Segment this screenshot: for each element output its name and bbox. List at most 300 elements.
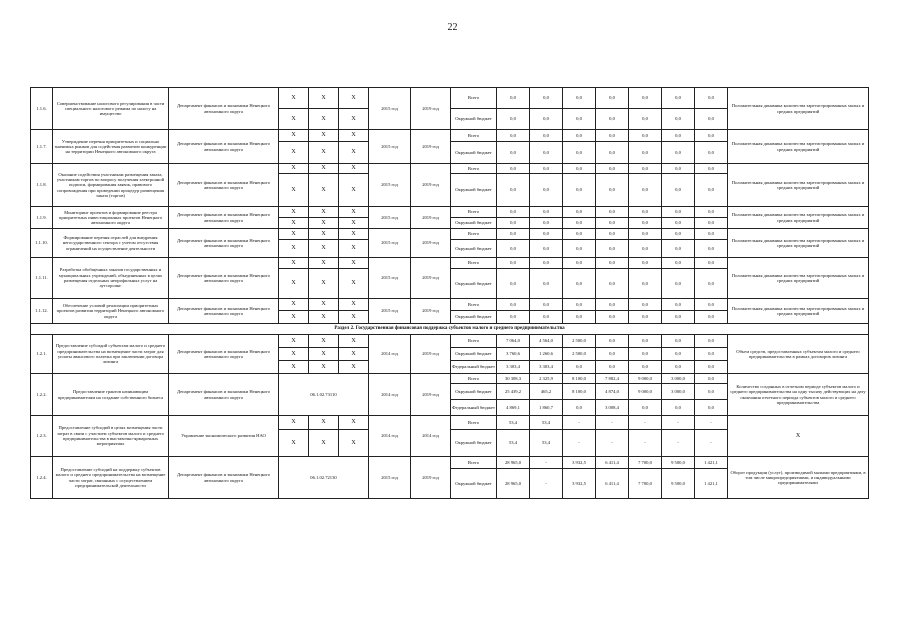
value-cell: 0,0 bbox=[563, 269, 596, 299]
activity-name: Мониторинг проектов и формирование реестра приоритетных инвестиционных проектов Ненецкого автономного округа bbox=[53, 207, 169, 229]
x-mark: X bbox=[279, 88, 309, 109]
expected-result: Положительная динамика количества зарегистрированных малых и средних предприятий bbox=[728, 229, 869, 258]
x-mark: X bbox=[339, 164, 369, 174]
value-cell: 0,0 bbox=[563, 164, 596, 174]
x-mark: X bbox=[339, 207, 369, 218]
value-cell: 0,0 bbox=[629, 164, 662, 174]
value-cell: 0,0 bbox=[662, 229, 695, 240]
x-mark: X bbox=[309, 269, 339, 299]
x-mark: X bbox=[339, 130, 369, 142]
section-header-row bbox=[31, 324, 869, 335]
funding-source: Федеральный бюджет bbox=[451, 400, 497, 416]
activity-name: Совершенствование налогового регулирования в части специального налогового режима по налогу на имущество bbox=[53, 88, 169, 130]
value-cell: 0,0 bbox=[662, 130, 695, 142]
value-cell: 0,0 bbox=[629, 258, 662, 269]
value-cell: 30 308,3 bbox=[497, 374, 530, 384]
value-cell: 0,0 bbox=[662, 299, 695, 311]
value-cell: - bbox=[629, 416, 662, 430]
table-row bbox=[31, 416, 869, 430]
row-number: 1.1.10. bbox=[31, 229, 53, 258]
value-cell: - bbox=[629, 430, 662, 457]
value-cell: - bbox=[695, 430, 728, 457]
x-mark: X bbox=[309, 299, 339, 311]
value-cell: 0,0 bbox=[530, 174, 563, 207]
x-mark: X bbox=[309, 258, 339, 269]
x-mark: X bbox=[309, 240, 339, 258]
value-cell: 1 421,1 bbox=[695, 457, 728, 469]
end-year: 2019 год bbox=[411, 164, 451, 207]
x-mark: X bbox=[339, 416, 369, 430]
x-mark: X bbox=[339, 335, 369, 348]
expected-result: Положительная динамика количества зарегистрированных малых и средних предприятий bbox=[728, 130, 869, 164]
value-cell: 3 932,5 bbox=[563, 457, 596, 469]
funding-source: Всего bbox=[451, 299, 497, 311]
value-cell: 0,0 bbox=[662, 258, 695, 269]
row-number: 1.1.8. bbox=[31, 164, 53, 207]
end-year: 2019 год bbox=[411, 374, 451, 416]
x-mark: X bbox=[339, 174, 369, 207]
value-cell: 0,0 bbox=[563, 229, 596, 240]
value-cell: 0,0 bbox=[497, 142, 530, 164]
value-cell: 0,0 bbox=[530, 311, 563, 324]
x-mark: X bbox=[309, 218, 339, 229]
x-mark: X bbox=[339, 88, 369, 109]
value-cell: 6 411,4 bbox=[596, 469, 629, 499]
activity-name: Предоставление субсидий в целях возмещения части затрат в связи с участием субъектов малого и среднего предпринимательства в выставочно-ярмарочных мероприятиях bbox=[53, 416, 169, 457]
expected-result: Положительная динамика количества зарегистрированных малых и средних предприятий bbox=[728, 164, 869, 207]
activity-name: Оказание содействия участникам размещения заказа, участникам торгов по вопросу получения электронной подписи, формирования заявок, правового сопровождения при проведении процедур размещения заказа (торгов) bbox=[53, 164, 169, 207]
funding-source: Окружной бюджет bbox=[451, 174, 497, 207]
funding-source: Окружной бюджет bbox=[451, 109, 497, 130]
value-cell: 0,0 bbox=[695, 400, 728, 416]
x-mark: X bbox=[309, 109, 339, 130]
value-cell: 0,0 bbox=[563, 361, 596, 374]
funding-source: Всего bbox=[451, 229, 497, 240]
value-cell: 0,0 bbox=[497, 218, 530, 229]
value-cell: 4 869,1 bbox=[497, 400, 530, 416]
value-cell: 0,0 bbox=[596, 299, 629, 311]
value-cell: 0,0 bbox=[563, 400, 596, 416]
value-cell: 0,0 bbox=[662, 400, 695, 416]
activity-name: Обеспечение условий реализации приоритетных проектов развития территорий Ненецкого автономного округа bbox=[53, 299, 169, 324]
value-cell: 2 325,9 bbox=[530, 374, 563, 384]
responsible-executor: Департамент финансов и экономики Ненецкого автономного округа bbox=[169, 130, 279, 164]
value-cell: 0,0 bbox=[662, 361, 695, 374]
row-number: 1.1.9. bbox=[31, 207, 53, 229]
value-cell: 1 860,7 bbox=[530, 400, 563, 416]
value-cell: 0,0 bbox=[662, 164, 695, 174]
value-cell: 0,0 bbox=[563, 258, 596, 269]
funding-source: Окружной бюджет bbox=[451, 348, 497, 361]
x-mark: X bbox=[339, 109, 369, 130]
value-cell: 0,0 bbox=[497, 130, 530, 142]
x-mark: X bbox=[279, 109, 309, 130]
x-mark: X bbox=[309, 164, 339, 174]
value-cell: 0,0 bbox=[497, 174, 530, 207]
funding-source: Окружной бюджет bbox=[451, 384, 497, 400]
start-year: 2015 год bbox=[369, 457, 411, 499]
value-cell: - bbox=[530, 469, 563, 499]
value-cell: 0,0 bbox=[497, 240, 530, 258]
x-mark: X bbox=[309, 207, 339, 218]
row-number: 1.2.1. bbox=[31, 335, 53, 374]
funding-source: Всего bbox=[451, 374, 497, 384]
row-number: 1.2.4. bbox=[31, 457, 53, 499]
value-cell: 53,4 bbox=[497, 430, 530, 457]
expected-result: Положительная динамика количества зарегистрированных малых и средних предприятий bbox=[728, 207, 869, 229]
value-cell: 0,0 bbox=[695, 348, 728, 361]
value-cell: 0,0 bbox=[629, 174, 662, 207]
x-mark: X bbox=[279, 207, 309, 218]
responsible-executor: Департамент финансов и экономики Ненецкого автономного округа bbox=[169, 207, 279, 229]
table-row bbox=[31, 335, 869, 348]
value-cell: 0,0 bbox=[497, 269, 530, 299]
funding-source: Всего bbox=[451, 416, 497, 430]
expected-result: Положительная динамика количества зарегистрированных малых и средних предприятий bbox=[728, 88, 869, 130]
x-mark: X bbox=[279, 269, 309, 299]
value-cell: 0,0 bbox=[662, 348, 695, 361]
value-cell: 3 000,0 bbox=[662, 384, 695, 400]
start-year: 2014 год bbox=[369, 416, 411, 457]
funding-source: Окружной бюджет bbox=[451, 469, 497, 499]
x-mark: X bbox=[309, 416, 339, 430]
value-cell: 0,0 bbox=[629, 142, 662, 164]
value-cell: 0,0 bbox=[596, 130, 629, 142]
value-cell: 0,0 bbox=[695, 311, 728, 324]
value-cell: 0,0 bbox=[530, 258, 563, 269]
value-cell: 0,0 bbox=[662, 240, 695, 258]
start-year: 2015 год bbox=[369, 258, 411, 299]
value-cell: 8 100,0 bbox=[563, 384, 596, 400]
activity-name: Формирование перечня отраслей для внедрения негосударственного сектора с учетом отсутствия ограничений на осуществление деятельности bbox=[53, 229, 169, 258]
section-title: Раздел 2. Государственная финансовая поддержка субъектов малого и среднего предпринимательства bbox=[31, 324, 869, 335]
value-cell: 0,0 bbox=[530, 299, 563, 311]
end-year: 2019 год bbox=[411, 88, 451, 130]
value-cell: 0,0 bbox=[695, 299, 728, 311]
table-row bbox=[31, 299, 869, 311]
x-mark: X bbox=[279, 142, 309, 164]
value-cell: - bbox=[563, 416, 596, 430]
value-cell: - bbox=[695, 416, 728, 430]
x-mark: X bbox=[339, 240, 369, 258]
value-cell: 0,0 bbox=[563, 207, 596, 218]
value-cell: 0,0 bbox=[629, 311, 662, 324]
value-cell: 0,0 bbox=[596, 142, 629, 164]
x-mark: X bbox=[279, 311, 309, 324]
responsible-executor: Департамент финансов и экономики Ненецкого автономного округа bbox=[169, 88, 279, 130]
budget-classification-code: 06.1.02.72130 bbox=[279, 457, 369, 499]
x-mark: X bbox=[309, 311, 339, 324]
start-year: 2015 год bbox=[369, 207, 411, 229]
value-cell: 9 000,0 bbox=[629, 374, 662, 384]
funding-source: Окружной бюджет bbox=[451, 218, 497, 229]
value-cell: 8 100,0 bbox=[563, 374, 596, 384]
start-year: 2014 год bbox=[369, 335, 411, 374]
value-cell: 28 965,0 bbox=[497, 469, 530, 499]
value-cell: 0,0 bbox=[695, 229, 728, 240]
value-cell: 0,0 bbox=[629, 218, 662, 229]
value-cell: 3 932,5 bbox=[563, 469, 596, 499]
funding-source: Всего bbox=[451, 130, 497, 142]
responsible-executor: Департамент финансов и экономики Ненецкого автономного округа bbox=[169, 374, 279, 416]
value-cell: 0,0 bbox=[596, 218, 629, 229]
value-cell: 0,0 bbox=[596, 229, 629, 240]
table-row bbox=[31, 88, 869, 109]
end-year: 2019 год bbox=[411, 299, 451, 324]
row-number: 1.1.7. bbox=[31, 130, 53, 164]
value-cell: 0,0 bbox=[695, 240, 728, 258]
value-cell: 0,0 bbox=[695, 335, 728, 348]
start-year: 2015 год bbox=[369, 88, 411, 130]
value-cell: 0,0 bbox=[530, 130, 563, 142]
value-cell: 0,0 bbox=[497, 299, 530, 311]
start-year: 2014 год bbox=[369, 374, 411, 416]
value-cell: 1 421,1 bbox=[695, 469, 728, 499]
end-year: 2019 год bbox=[411, 130, 451, 164]
value-cell: 0,0 bbox=[662, 142, 695, 164]
value-cell: 0,0 bbox=[629, 229, 662, 240]
x-mark: X bbox=[339, 430, 369, 457]
expected-result: Объем средств, предоставленных субъектам малого и среднего предпринимательства в рамках договоров лизинга bbox=[728, 335, 869, 374]
value-cell: 0,0 bbox=[695, 218, 728, 229]
value-cell: 25 439,2 bbox=[497, 384, 530, 400]
value-cell: 0,0 bbox=[596, 240, 629, 258]
activity-name: Предоставление субсидий субъектам малого и среднего предпринимательства на возмещение части затрат для уплаты авансового платежа при заключении договора лизинга bbox=[53, 335, 169, 374]
x-mark: X bbox=[309, 430, 339, 457]
page-number: 22 bbox=[447, 22, 458, 33]
x-mark: X bbox=[309, 229, 339, 240]
responsible-executor: Департамент финансов и экономики Ненецкого автономного округа bbox=[169, 229, 279, 258]
row-number: 1.1.12. bbox=[31, 299, 53, 324]
value-cell: 3 008,4 bbox=[596, 400, 629, 416]
value-cell: 0,0 bbox=[563, 130, 596, 142]
x-mark: X bbox=[339, 348, 369, 361]
value-cell: 0,0 bbox=[629, 109, 662, 130]
x-mark: X bbox=[309, 335, 339, 348]
value-cell: 0,0 bbox=[695, 164, 728, 174]
value-cell: 0,0 bbox=[596, 258, 629, 269]
x-mark: X bbox=[339, 299, 369, 311]
funding-source: Всего bbox=[451, 335, 497, 348]
funding-source: Федеральный бюджет bbox=[451, 361, 497, 374]
value-cell: 0,0 bbox=[596, 174, 629, 207]
expected-result: X bbox=[728, 416, 869, 457]
table-row bbox=[31, 374, 869, 384]
x-mark: X bbox=[339, 258, 369, 269]
value-cell: 0,0 bbox=[596, 88, 629, 109]
value-cell: 465,2 bbox=[530, 384, 563, 400]
responsible-executor: Управление экономического развития НАО bbox=[169, 416, 279, 457]
responsible-executor: Департамент финансов и экономики Ненецкого автономного округа bbox=[169, 299, 279, 324]
row-number: 1.1.11. bbox=[31, 258, 53, 299]
value-cell: 0,0 bbox=[695, 207, 728, 218]
responsible-executor: Департамент финансов и экономики Ненецкого автономного округа bbox=[169, 258, 279, 299]
activity-name: Разработка обобщенных заказов государственных и муниципальных учреждений, объединенных в целях размещения отдельных непрофильных услуг на аутсорсинг bbox=[53, 258, 169, 299]
value-cell: 6 411,4 bbox=[596, 457, 629, 469]
value-cell: 0,0 bbox=[629, 361, 662, 374]
x-mark: X bbox=[309, 174, 339, 207]
value-cell: 0,0 bbox=[629, 207, 662, 218]
start-year: 2015 год bbox=[369, 299, 411, 324]
value-cell: 0,0 bbox=[662, 335, 695, 348]
value-cell: 0,0 bbox=[530, 240, 563, 258]
value-cell: 9 000,0 bbox=[629, 384, 662, 400]
expected-result: Положительная динамика количества зарегистрированных малых и средних предприятий bbox=[728, 299, 869, 324]
x-mark: X bbox=[279, 258, 309, 269]
value-cell: 0,0 bbox=[662, 207, 695, 218]
funding-source: Всего bbox=[451, 207, 497, 218]
x-mark: X bbox=[309, 361, 339, 374]
value-cell: 0,0 bbox=[596, 361, 629, 374]
activity-name: Предоставление субсидий на поддержку субъектов малого и среднего предпринимательства на возмещение части затрат, связанных с осуществлением предпринимательской деятельности bbox=[53, 457, 169, 499]
row-number: 1.1.6. bbox=[31, 88, 53, 130]
value-cell: 0,0 bbox=[596, 109, 629, 130]
value-cell: 0,0 bbox=[596, 164, 629, 174]
x-mark: X bbox=[309, 88, 339, 109]
value-cell: 0,0 bbox=[695, 109, 728, 130]
value-cell: 0,0 bbox=[530, 207, 563, 218]
value-cell: 0,0 bbox=[662, 218, 695, 229]
row-number: 1.2.2. bbox=[31, 374, 53, 416]
x-mark: X bbox=[279, 240, 309, 258]
x-mark: X bbox=[279, 348, 309, 361]
value-cell: 1 260,6 bbox=[530, 348, 563, 361]
value-cell: 0,0 bbox=[695, 384, 728, 400]
value-cell: 0,0 bbox=[530, 142, 563, 164]
x-mark: X bbox=[279, 174, 309, 207]
value-cell: 0,0 bbox=[695, 142, 728, 164]
value-cell: 0,0 bbox=[629, 348, 662, 361]
x-mark: X bbox=[339, 311, 369, 324]
x-mark: X bbox=[339, 361, 369, 374]
value-cell: 4 564,0 bbox=[530, 335, 563, 348]
value-cell: 0,0 bbox=[629, 299, 662, 311]
end-year: 2019 год bbox=[411, 258, 451, 299]
funding-source: Всего bbox=[451, 258, 497, 269]
value-cell: 0,0 bbox=[662, 109, 695, 130]
value-cell: 53,4 bbox=[530, 430, 563, 457]
value-cell: 0,0 bbox=[530, 218, 563, 229]
activity-name: Утверждение перечня приоритетных и социально значимых рынков для содействия развитию конкуренции на территории Ненецкого автономного округа bbox=[53, 130, 169, 164]
table-row bbox=[31, 207, 869, 218]
x-mark: X bbox=[279, 218, 309, 229]
x-mark: X bbox=[279, 335, 309, 348]
table-row bbox=[31, 229, 869, 240]
value-cell: 0,0 bbox=[530, 269, 563, 299]
value-cell: 28 965,0 bbox=[497, 457, 530, 469]
value-cell: - bbox=[596, 430, 629, 457]
value-cell: 0,0 bbox=[497, 88, 530, 109]
table-row bbox=[31, 130, 869, 142]
value-cell: 0,0 bbox=[563, 299, 596, 311]
table-row bbox=[31, 258, 869, 269]
value-cell: 0,0 bbox=[530, 229, 563, 240]
value-cell: 0,0 bbox=[530, 88, 563, 109]
funding-source: Окружной бюджет bbox=[451, 142, 497, 164]
expected-result: Количество созданных в отчетном периоде субъектов малого и среднего предпринимательства на одну тысячу действующих на дату окончания отчетного периода субъектов малого и среднего предпринимательства bbox=[728, 374, 869, 416]
value-cell: 0,0 bbox=[695, 88, 728, 109]
value-cell: 0,0 bbox=[563, 109, 596, 130]
x-mark: X bbox=[339, 142, 369, 164]
x-mark: X bbox=[309, 142, 339, 164]
value-cell: 0,0 bbox=[662, 269, 695, 299]
value-cell: 0,0 bbox=[563, 218, 596, 229]
value-cell: 9 500,0 bbox=[662, 457, 695, 469]
value-cell: 7 064,0 bbox=[497, 335, 530, 348]
value-cell: 0,0 bbox=[695, 130, 728, 142]
value-cell: 3 000,0 bbox=[662, 374, 695, 384]
value-cell: 53,4 bbox=[530, 416, 563, 430]
value-cell: 0,0 bbox=[629, 269, 662, 299]
value-cell: - bbox=[596, 416, 629, 430]
responsible-executor: Департамент финансов и экономики Ненецкого автономного округа bbox=[169, 335, 279, 374]
end-year: 2019 год bbox=[411, 335, 451, 374]
value-cell: 0,0 bbox=[596, 335, 629, 348]
value-cell: 0,0 bbox=[662, 88, 695, 109]
program-activities-table bbox=[30, 87, 869, 499]
x-mark: X bbox=[339, 218, 369, 229]
responsible-executor: Департамент финансов и экономики Ненецкого автономного округа bbox=[169, 457, 279, 499]
funding-source: Всего bbox=[451, 164, 497, 174]
end-year: 2019 год bbox=[411, 229, 451, 258]
value-cell: 0,0 bbox=[497, 164, 530, 174]
value-cell: 4 874,0 bbox=[596, 384, 629, 400]
value-cell: 3 303,4 bbox=[497, 361, 530, 374]
value-cell: - bbox=[662, 430, 695, 457]
funding-source: Окружной бюджет bbox=[451, 430, 497, 457]
value-cell: 0,0 bbox=[695, 174, 728, 207]
value-cell: 0,0 bbox=[695, 374, 728, 384]
end-year: 2019 год bbox=[411, 457, 451, 499]
value-cell: 0,0 bbox=[596, 311, 629, 324]
value-cell: 2 500,0 bbox=[563, 335, 596, 348]
start-year: 2015 год bbox=[369, 130, 411, 164]
value-cell: 0,0 bbox=[530, 164, 563, 174]
x-mark: X bbox=[279, 299, 309, 311]
value-cell: 0,0 bbox=[497, 207, 530, 218]
x-mark: X bbox=[279, 361, 309, 374]
value-cell: 0,0 bbox=[563, 174, 596, 207]
value-cell: 0,0 bbox=[596, 269, 629, 299]
value-cell: 0,0 bbox=[662, 174, 695, 207]
responsible-executor: Департамент финансов и экономики Ненецкого автономного округа bbox=[169, 164, 279, 207]
x-mark: X bbox=[309, 130, 339, 142]
value-cell: 53,4 bbox=[497, 416, 530, 430]
table-row bbox=[31, 457, 869, 469]
x-mark: X bbox=[339, 269, 369, 299]
value-cell: 7 700,0 bbox=[629, 469, 662, 499]
expected-result: Оборот продукции (услуг), производимой малыми предприятиями, в том числе микропредприятиями, и индивидуальными предпринимателями bbox=[728, 457, 869, 499]
funding-source: Окружной бюджет bbox=[451, 269, 497, 299]
value-cell: 0,0 bbox=[629, 130, 662, 142]
expected-result: Положительная динамика количества зарегистрированных малых и средних предприятий bbox=[728, 258, 869, 299]
value-cell: 3 760,6 bbox=[497, 348, 530, 361]
value-cell: 0,0 bbox=[596, 348, 629, 361]
value-cell: 7 882,4 bbox=[596, 374, 629, 384]
value-cell: 0,0 bbox=[662, 311, 695, 324]
funding-source: Всего bbox=[451, 88, 497, 109]
table-row bbox=[31, 164, 869, 174]
value-cell: 0,0 bbox=[695, 269, 728, 299]
x-mark: X bbox=[339, 229, 369, 240]
value-cell: 0,0 bbox=[497, 229, 530, 240]
value-cell: 9 500,0 bbox=[662, 469, 695, 499]
value-cell: 0,0 bbox=[563, 311, 596, 324]
funding-source: Окружной бюджет bbox=[451, 240, 497, 258]
value-cell: 3 303,4 bbox=[530, 361, 563, 374]
funding-source: Всего bbox=[451, 457, 497, 469]
start-year: 2015 год bbox=[369, 164, 411, 207]
